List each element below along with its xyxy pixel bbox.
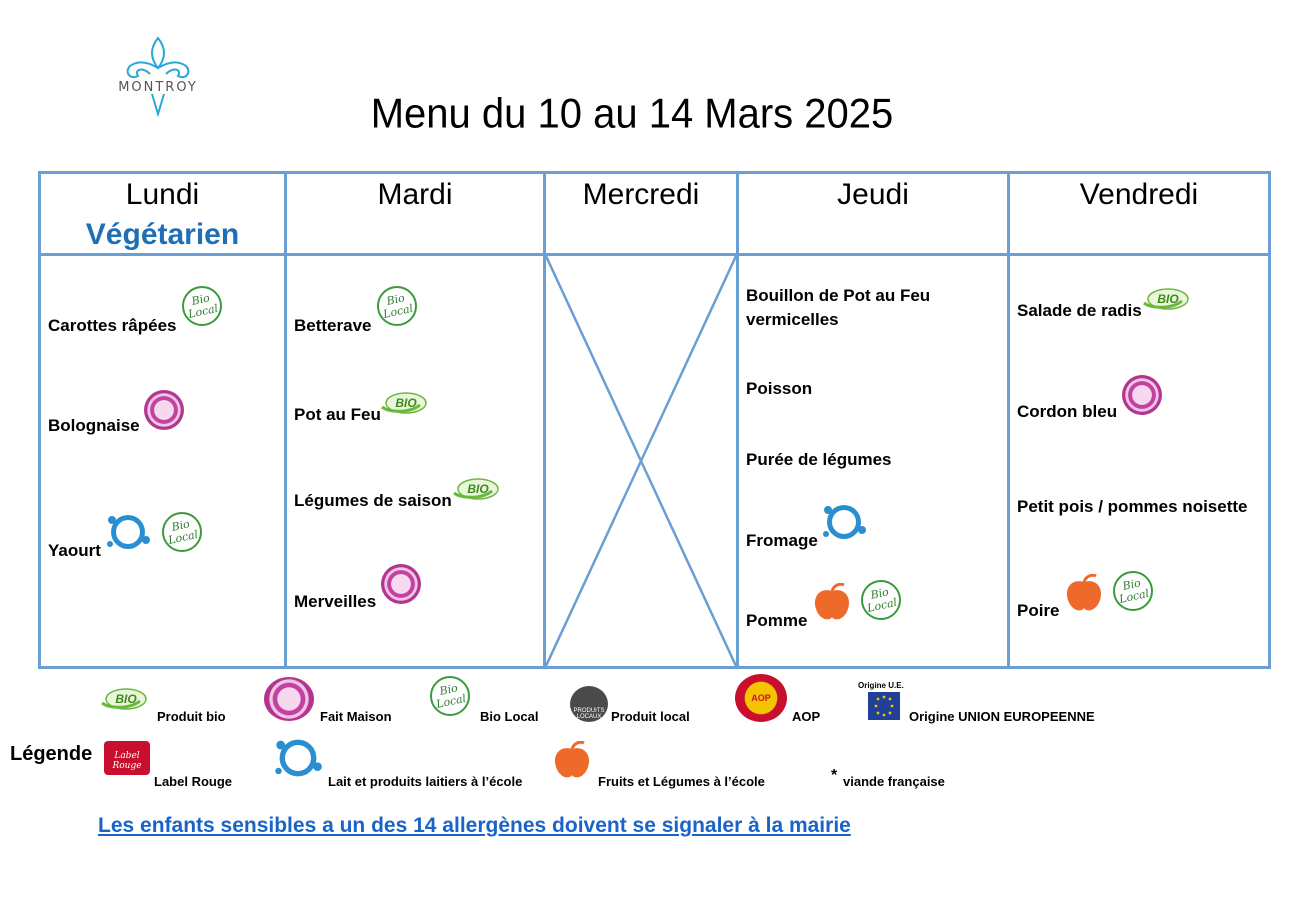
legend-produit-bio: Produit bio	[157, 709, 226, 724]
dish-pomme: Pomme	[746, 611, 808, 630]
svg-text:BIO: BIO	[467, 482, 489, 496]
bio-local-icon: Bio Local	[1113, 571, 1153, 611]
dish-poire: Poire	[1017, 601, 1060, 620]
bio-icon	[452, 475, 500, 503]
lait-ecole-icon	[104, 510, 152, 554]
legend-viande: viande française	[843, 774, 945, 789]
vegetarian-label: Végétarien	[85, 218, 240, 251]
lait-ecole-icon	[820, 500, 868, 544]
bio-local-icon: Bio Local	[430, 676, 470, 716]
table-border-top	[38, 171, 1271, 174]
allergen-notice-link[interactable]: Les enfants sensibles a un des 14 allergènes doivent se signaler à la mairie	[98, 814, 851, 837]
fruits-legumes-ecole-icon	[550, 741, 594, 781]
lait-ecole-icon	[272, 734, 324, 782]
produit-local-icon: PRODUITS LOCAUX	[570, 686, 608, 722]
day-header-mardi: Mardi	[377, 178, 453, 211]
fruits-legumes-ecole-icon	[810, 583, 854, 623]
dish-bouillon: Bouillon de Pot au Feu vermicelles	[746, 286, 931, 329]
legend-bio-local: Bio Local	[480, 709, 539, 724]
dish-carottes: Carottes râpées	[48, 316, 177, 335]
dish-cordon-bleu: Cordon bleu	[1017, 402, 1118, 421]
legend-lait: Lait et produits laitiers à l’école	[328, 774, 523, 789]
label-rouge-icon: Label Rouge	[104, 741, 150, 775]
table-border-bottom	[38, 666, 1271, 669]
dish-betterave: Betterave	[294, 316, 372, 335]
day-header-mercredi: Mercredi	[582, 178, 700, 211]
dish-bolognaise: Bolognaise	[48, 416, 140, 435]
dish-salade-radis: Salade de radis	[1017, 301, 1142, 320]
bio-local-icon: Bio Local	[861, 580, 901, 620]
fait-maison-icon	[1122, 375, 1162, 415]
aop-icon: AOP	[735, 674, 787, 722]
dish-fromage: Fromage	[746, 531, 818, 550]
bio-icon	[1142, 285, 1190, 313]
origine-ue-caption: Origine U.E.	[858, 681, 904, 690]
table-border-right	[1268, 171, 1271, 669]
dish-poisson: Poisson	[746, 379, 813, 398]
legend-fait-maison: Fait Maison	[320, 709, 392, 724]
day-header-lundi: Lundi	[125, 178, 200, 211]
bio-local-icon: Bio Local	[377, 286, 417, 326]
mercredi-cross	[546, 256, 736, 666]
svg-text:BIO: BIO	[395, 396, 417, 410]
bio-local-icon: Bio Local	[182, 286, 222, 326]
bio-icon	[380, 389, 428, 417]
dish-yaourt: Yaourt	[48, 541, 101, 560]
dish-pot-au-feu: Pot au Feu	[294, 405, 381, 424]
column-divider	[736, 171, 739, 669]
svg-text:BIO: BIO	[1157, 292, 1179, 306]
fait-maison-icon	[144, 390, 184, 430]
legend-label-rouge: Label Rouge	[154, 774, 233, 789]
legend-fruits: Fruits et Légumes à l’école	[598, 774, 765, 789]
brand-name: MONTROY	[118, 80, 198, 95]
bio-icon	[100, 685, 148, 713]
dish-merveilles: Merveilles	[294, 592, 377, 611]
legend-aop: AOP	[792, 709, 821, 724]
fait-maison-icon	[381, 564, 421, 604]
column-divider	[1007, 171, 1010, 669]
viande-asterisk: *	[831, 767, 838, 784]
day-header-jeudi: Jeudi	[837, 178, 909, 211]
legend-produit-local: Produit local	[611, 709, 690, 724]
svg-text:BIO: BIO	[115, 692, 137, 706]
fruits-legumes-ecole-icon	[1062, 574, 1106, 614]
dish-puree: Purée de légumes	[746, 450, 892, 469]
bio-local-icon: Bio Local	[162, 512, 202, 552]
dish-petit-pois: Petit pois / pommes noisette	[1017, 497, 1248, 516]
dish-legumes-saison: Légumes de saison	[294, 491, 452, 510]
legend-title: Légende	[10, 743, 93, 765]
page-title: Menu du 10 au 14 Mars 2025	[370, 90, 894, 138]
day-header-vendredi: Vendredi	[1079, 178, 1199, 211]
eu-flag-icon	[868, 692, 900, 720]
fait-maison-icon	[264, 677, 314, 721]
legend-origine-ue: Origine UNION EUROPEENNE	[909, 709, 1095, 724]
